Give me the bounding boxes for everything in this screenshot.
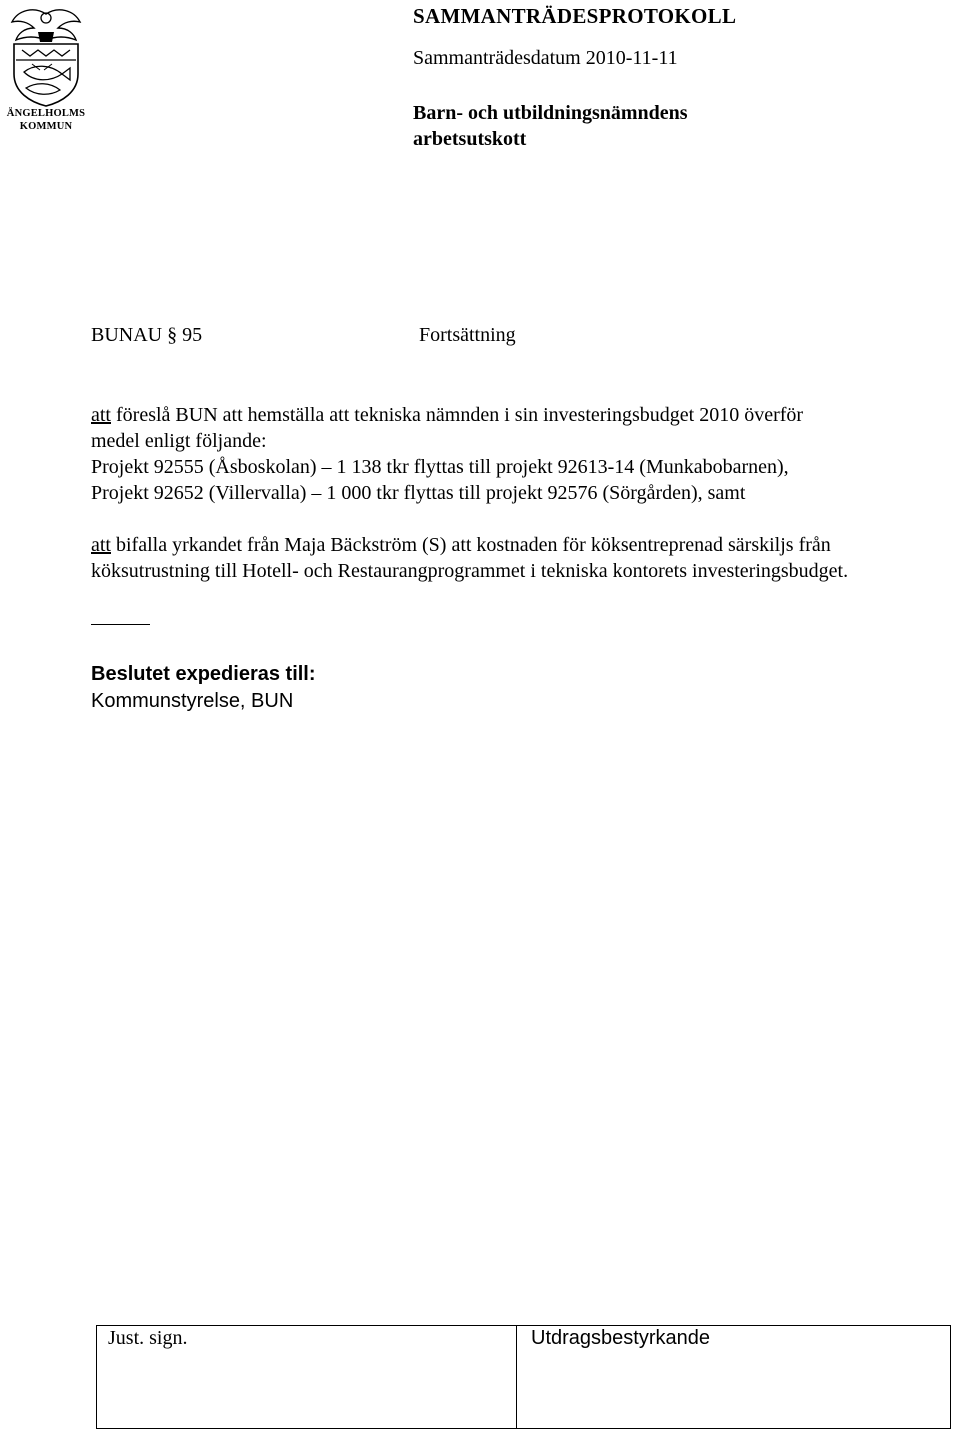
meeting-date: Sammanträdesdatum 2010-11-11 [413, 47, 678, 69]
committee-name-line1: Barn- och utbildningsnämndens [413, 102, 688, 124]
att-keyword: att [91, 404, 111, 426]
decision-line: medel enligt följande: [91, 430, 267, 452]
paragraph-continuation: Fortsättning [419, 324, 516, 346]
logo-text-line2: KOMMUN [19, 121, 73, 132]
decision-line: Projekt 92555 (Åsboskolan) – 1 138 tkr flyttas till projekt 92613-14 (Munkabobarnen), [91, 456, 789, 478]
decision-text: bifalla yrkandet från Maja Bäckström (S) att kostnaden för köksentreprenad särskiljs från [111, 534, 831, 556]
decision-line: köksutrustning till Hotell- och Restaurangprogrammet i tekniska kontorets investeringsbudget. [91, 560, 849, 582]
decision-text: föreslå BUN att hemställa att tekniska nämnden i sin investeringsbudget 2010 överför [111, 404, 804, 426]
committee-name [413, 100, 833, 152]
municipality-logo [4, 4, 88, 136]
decision-line: Projekt 92652 (Villervalla) – 1 000 tkr flyttas till projekt 92576 (Sörgården), samt [91, 482, 746, 504]
separator-line [91, 624, 150, 625]
att-keyword: att [91, 534, 111, 556]
committee-name-line2: arbetsutskott [413, 128, 527, 150]
decision-block-1 [91, 402, 803, 506]
logo-text-line1: ÄNGELHOLMS [6, 108, 86, 119]
document-title: SAMMANTRÄDESPROTOKOLL [413, 4, 737, 28]
paragraph-number: BUNAU § 95 [91, 324, 203, 346]
signature-divider [516, 1326, 517, 1428]
certified-extract-label: Utdragsbestyrkande [531, 1327, 710, 1349]
signature-box [96, 1325, 951, 1429]
expedition-recipients: Kommunstyrelse, BUN [91, 690, 294, 712]
decision-block-2 [91, 532, 848, 584]
decision-line [91, 532, 848, 558]
decision-line [91, 402, 803, 428]
expedition-heading: Beslutet expedieras till: [91, 663, 316, 685]
coat-of-arms-icon [4, 4, 88, 108]
just-sign-label: Just. sign. [108, 1327, 188, 1349]
